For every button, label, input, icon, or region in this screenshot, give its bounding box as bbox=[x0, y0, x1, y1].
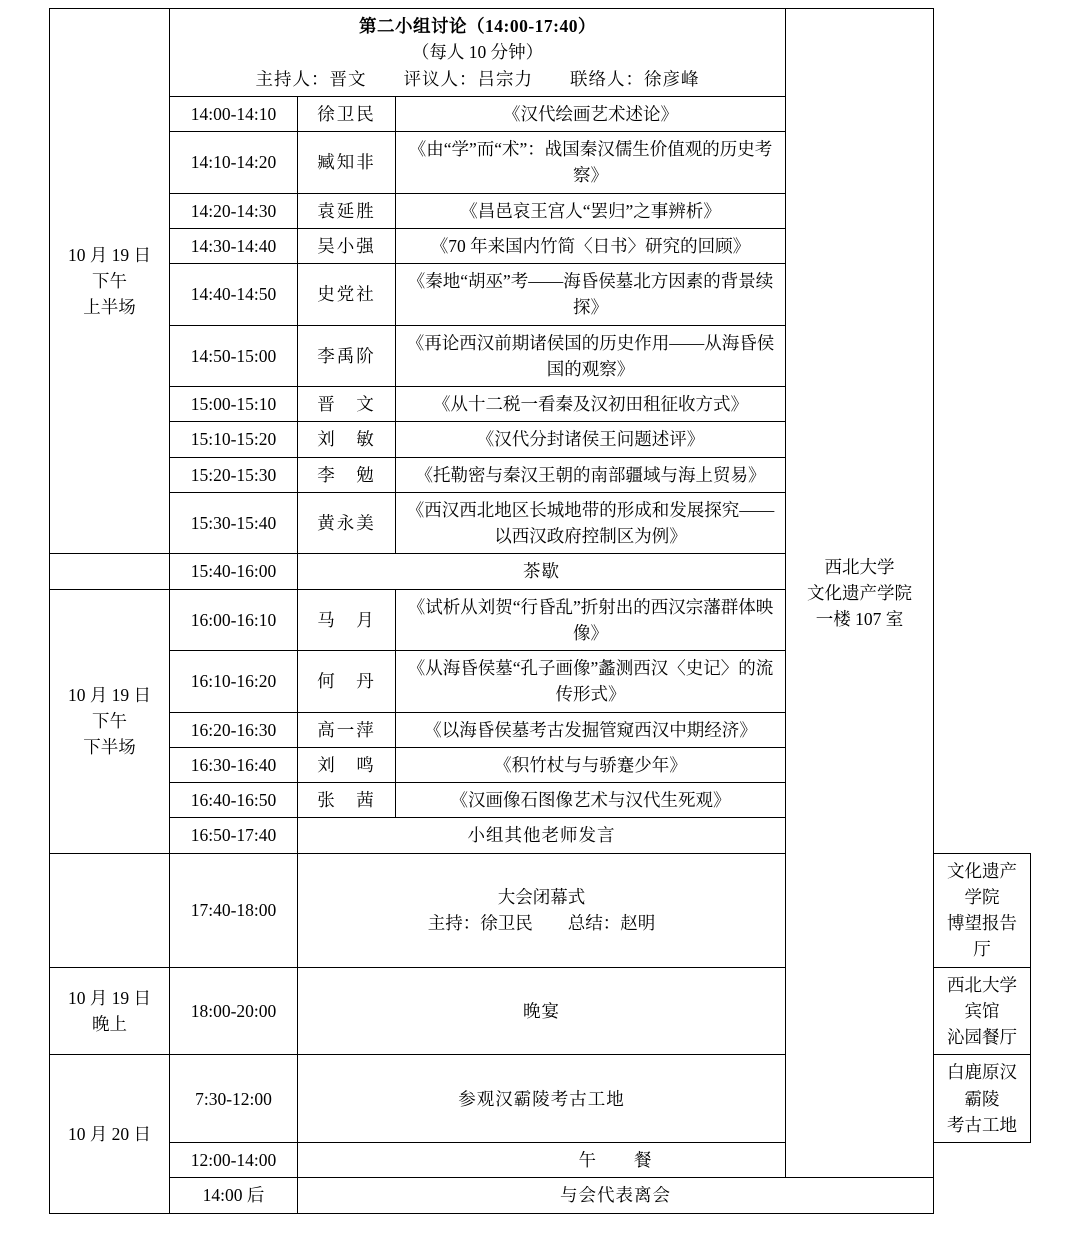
time-cell: 15:10-15:20 bbox=[170, 422, 298, 457]
venue-cell-site bbox=[934, 1055, 1031, 1143]
lunch-label: 午 餐 bbox=[298, 1143, 934, 1178]
speaker-cell: 李禹阶 bbox=[298, 325, 396, 387]
venue-main-line-1: 西北大学 bbox=[824, 556, 895, 577]
day-cell-20 bbox=[50, 1055, 170, 1213]
day-cell-19-pm-second-half bbox=[50, 589, 170, 853]
speaker-cell: 刘 鸣 bbox=[298, 747, 396, 782]
time-cell: 14:50-15:00 bbox=[170, 325, 298, 387]
paper-title-cell: 《以海昏侯墓考古发掘管窥西汉中期经济》 bbox=[396, 712, 786, 747]
conference-schedule-table bbox=[49, 8, 1031, 1214]
paper-title-cell: 《从海昏侯墓“孔子画像”蠡测西汉〈史记〉的流传形式》 bbox=[396, 651, 786, 713]
day-line-2: 下午 bbox=[92, 710, 127, 731]
day-cell-19-night bbox=[50, 967, 170, 1055]
paper-title-cell: 《从十二税一看秦及汉初田租征收方式》 bbox=[396, 387, 786, 422]
day-line-1: 10 月 20 日 bbox=[67, 1123, 152, 1144]
dinner-label: 晚宴 bbox=[298, 967, 786, 1055]
time-cell: 16:00-16:10 bbox=[170, 589, 298, 651]
speaker-cell: 黄永美 bbox=[298, 492, 396, 554]
paper-title-cell: 《秦地“胡巫”考——海昏侯墓北方因素的背景续探》 bbox=[396, 264, 786, 326]
venue-dinner-line-1: 西北大学宾馆 bbox=[947, 974, 1017, 1021]
tea-break-label: 茶歇 bbox=[298, 554, 786, 589]
speaker-cell: 吴小强 bbox=[298, 228, 396, 263]
time-cell: 17:40-18:00 bbox=[170, 853, 298, 967]
time-cell: 14:30-14:40 bbox=[170, 228, 298, 263]
speaker-cell: 袁延胜 bbox=[298, 193, 396, 228]
venue-dinner-line-2: 沁园餐厅 bbox=[947, 1027, 1017, 1047]
paper-title-cell: 《汉代分封诸侯王问题述评》 bbox=[396, 422, 786, 457]
table-row-leave bbox=[50, 1178, 1031, 1213]
session-header-title: 第二小组讨论（14:00-17:40） bbox=[359, 16, 596, 36]
day-line-1: 10 月 19 日 bbox=[67, 987, 152, 1008]
time-cell: 16:30-16:40 bbox=[170, 747, 298, 782]
day-cell-19-pm-first-half bbox=[50, 9, 170, 554]
speaker-cell: 臧知非 bbox=[298, 132, 396, 194]
venue-cell-closing bbox=[934, 853, 1031, 967]
speaker-cell: 刘 敏 bbox=[298, 422, 396, 457]
time-cell: 14:20-14:30 bbox=[170, 193, 298, 228]
time-cell: 18:00-20:00 bbox=[170, 967, 298, 1055]
time-cell: 14:10-14:20 bbox=[170, 132, 298, 194]
time-cell: 15:00-15:10 bbox=[170, 387, 298, 422]
time-cell: 14:00 后 bbox=[170, 1178, 298, 1213]
speaker-cell: 马 月 bbox=[298, 589, 396, 651]
session-header-roles: 主持人：晋文 评议人：吕宗力 联络人：徐彦峰 bbox=[255, 68, 700, 89]
day-line-3: 下半场 bbox=[83, 737, 136, 758]
empty-day-cell bbox=[50, 853, 170, 967]
speaker-cell: 晋 文 bbox=[298, 387, 396, 422]
paper-title-cell: 《西汉西北地区长城地带的形成和发展探究—— 以西汉政府控制区为例》 bbox=[396, 492, 786, 554]
venue-cell-main bbox=[786, 9, 934, 1178]
paper-title-cell: 《汉代绘画艺术述论》 bbox=[396, 96, 786, 131]
closing-label bbox=[298, 853, 786, 967]
day-line-2: 下午 bbox=[92, 271, 127, 291]
leave-label: 与会代表离会 bbox=[298, 1178, 934, 1213]
speaker-cell: 高一萍 bbox=[298, 712, 396, 747]
closing-label-line-1: 大会闭幕式 bbox=[497, 886, 586, 907]
paper-title-cell: 《托勒密与秦汉王朝的南部疆域与海上贸易》 bbox=[396, 457, 786, 492]
day-line-2: 晚上 bbox=[92, 1013, 127, 1034]
speaker-cell: 李 勉 bbox=[298, 457, 396, 492]
time-cell: 16:20-16:30 bbox=[170, 712, 298, 747]
speaker-cell: 徐卫民 bbox=[298, 96, 396, 131]
time-cell: 15:30-15:40 bbox=[170, 492, 298, 554]
time-cell: 16:40-16:50 bbox=[170, 783, 298, 818]
session-header bbox=[170, 9, 786, 97]
paper-title-cell: 《再论西汉前期诸侯国的历史作用——从海昏侯国的观察》 bbox=[396, 325, 786, 387]
speaker-cell: 何 丹 bbox=[298, 651, 396, 713]
time-cell: 12:00-14:00 bbox=[170, 1143, 298, 1178]
day-line-1: 10 月 19 日 bbox=[67, 244, 152, 265]
time-cell: 14:00-14:10 bbox=[170, 96, 298, 131]
venue-site-line-2: 考古工地 bbox=[947, 1114, 1017, 1135]
time-cell: 7:30-12:00 bbox=[170, 1055, 298, 1143]
empty-day-cell bbox=[50, 554, 170, 589]
closing-label-line-2: 主持：徐卫民 总结：赵明 bbox=[427, 913, 656, 933]
venue-cell-dinner bbox=[934, 967, 1031, 1055]
time-cell: 14:40-14:50 bbox=[170, 264, 298, 326]
venue-closing-line-1: 文化遗产学院 bbox=[947, 860, 1017, 907]
paper-title-cell: 《70 年来国内竹简〈日书〉研究的回顾》 bbox=[396, 228, 786, 263]
day-line-1: 10 月 19 日 bbox=[67, 684, 152, 705]
venue-main-line-3: 一楼 107 室 bbox=[815, 609, 904, 630]
paper-title-cell: 《昌邑哀王宫人“罢归”之事辨析》 bbox=[396, 193, 786, 228]
venue-closing-line-2: 博望报告厅 bbox=[947, 913, 1017, 960]
time-cell: 15:40-16:00 bbox=[170, 554, 298, 589]
session-header-subtitle: （每人 10 分钟） bbox=[411, 42, 544, 63]
speaker-cell: 张 茜 bbox=[298, 783, 396, 818]
table-row-header bbox=[50, 9, 1031, 97]
time-cell: 15:20-15:30 bbox=[170, 457, 298, 492]
venue-main-line-2: 文化遗产学院 bbox=[807, 583, 913, 603]
venue-site-line-1: 白鹿原汉霸陵 bbox=[947, 1062, 1017, 1109]
day-line-3: 上半场 bbox=[83, 297, 136, 318]
time-cell: 16:10-16:20 bbox=[170, 651, 298, 713]
speaker-cell: 史党社 bbox=[298, 264, 396, 326]
visit-label: 参观汉霸陵考古工地 bbox=[298, 1055, 786, 1143]
table-row-lunch bbox=[50, 1143, 1031, 1178]
time-cell: 16:50-17:40 bbox=[170, 818, 298, 853]
paper-title-cell: 《积竹杖与与骄蹇少年》 bbox=[396, 747, 786, 782]
paper-title-cell: 《汉画像石图像艺术与汉代生死观》 bbox=[396, 783, 786, 818]
free-talk-label: 小组其他老师发言 bbox=[298, 818, 786, 853]
paper-title-cell: 《试析从刘贺“行昏乱”折射出的西汉宗藩群体映像》 bbox=[396, 589, 786, 651]
paper-title-cell: 《由“学”而“术”：战国秦汉儒生价值观的历史考察》 bbox=[396, 132, 786, 194]
